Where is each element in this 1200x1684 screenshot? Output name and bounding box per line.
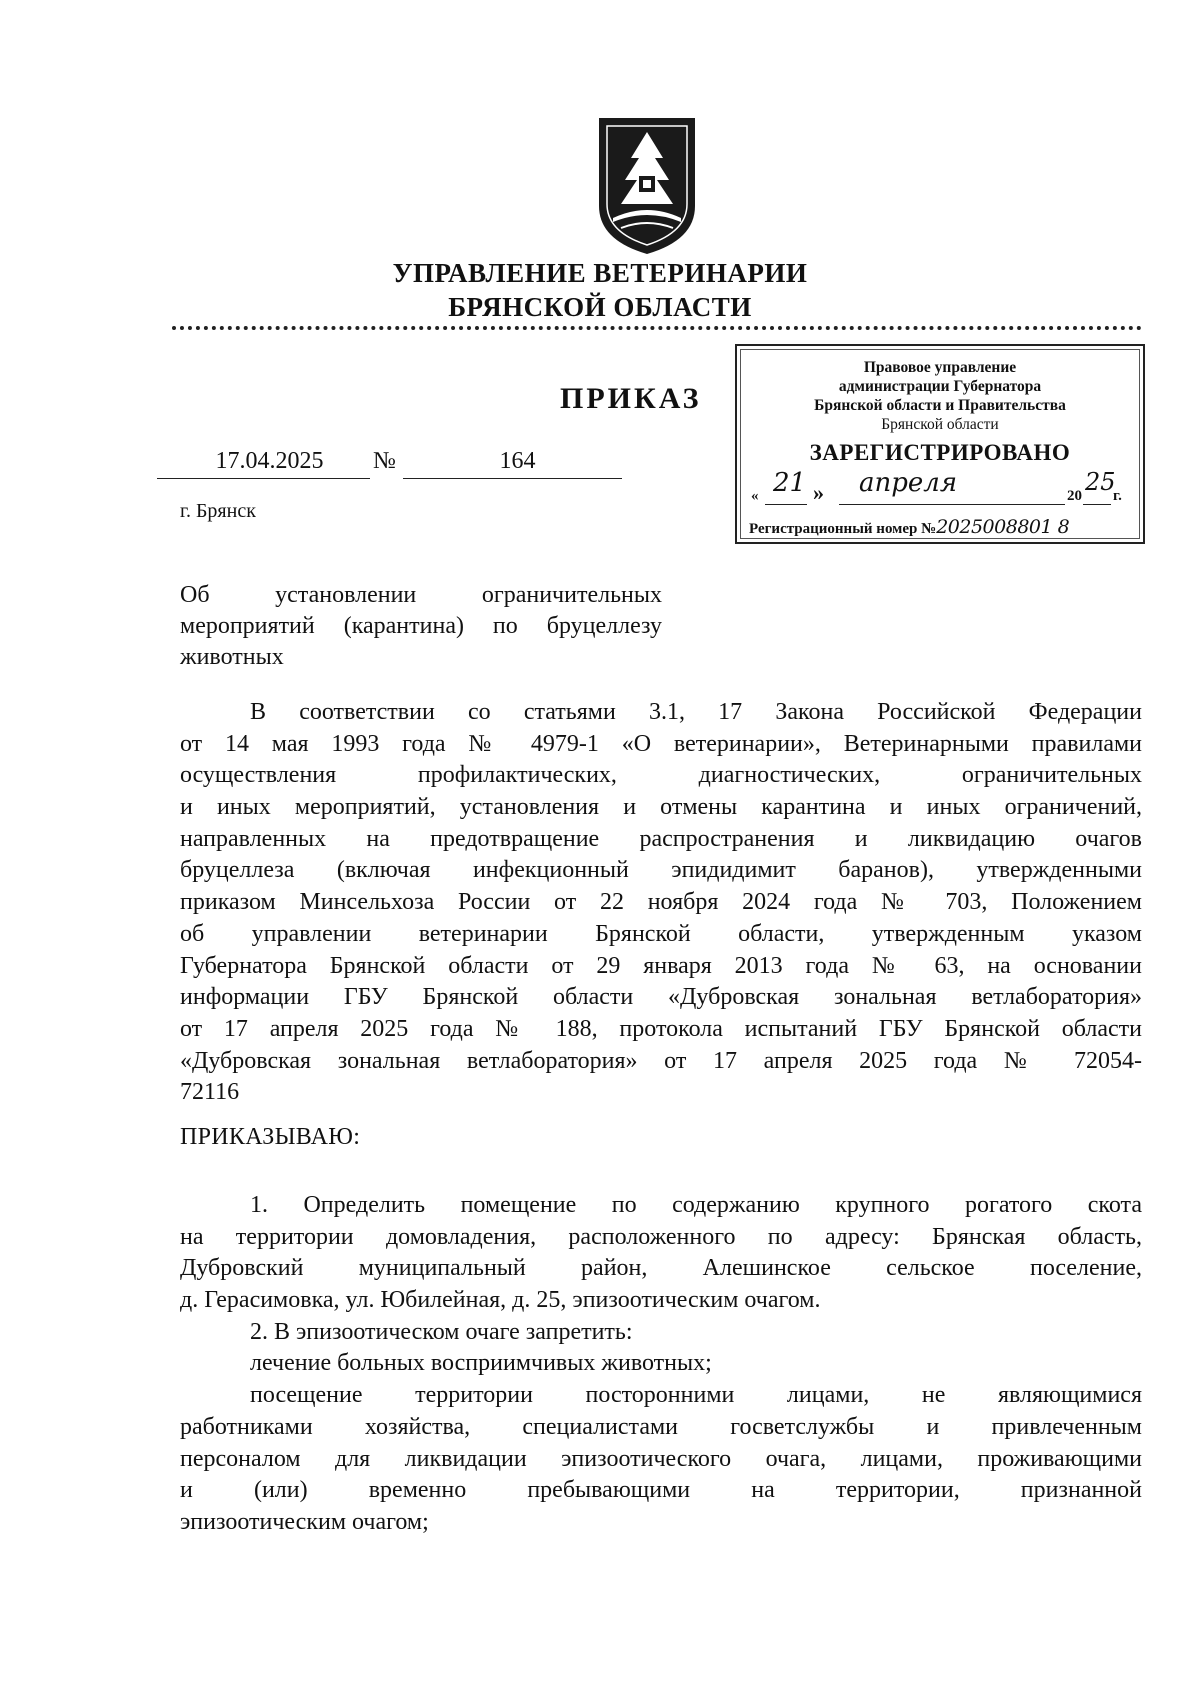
coat-of-arms-icon	[595, 114, 699, 256]
stamp-quote-close: »	[813, 480, 824, 505]
document-type-title: ПРИКАЗ	[560, 382, 702, 415]
decree-word: ПРИКАЗЫВАЮ:	[180, 1124, 361, 1150]
text-line: посещение территории посторонними лицами, не являющимися	[250, 1382, 1142, 1409]
stamp-year-prefix: 20	[1067, 488, 1082, 504]
stamp-month-handwritten: апреля	[859, 468, 958, 498]
subject-line: животных	[180, 644, 284, 670]
text-line: и иных мероприятий, установления и отмены карантина и иных ограничений,	[180, 794, 1142, 821]
text-line: 2. В эпизоотическом очаге запретить:	[250, 1318, 633, 1345]
header-divider	[172, 326, 1142, 330]
stamp-quote-open: «	[751, 488, 759, 504]
text-line: направленных на предотвращение распространения и ликвидацию очагов	[180, 825, 1142, 852]
text-line: В соответствии со статьями 3.1, 17 Закона Российской Федерации	[250, 699, 1142, 725]
text-line: 1. Определить помещение по содержанию крупного рогатого скота	[250, 1192, 1142, 1218]
text-line: от 14 мая 1993 года № 4979-1 «О ветеринарии», Ветеринарными правилами	[180, 730, 1142, 757]
issue-city: г. Брянск	[180, 500, 256, 522]
text-line: персоналом для ликвидации эпизоотического очага, лицами, проживающими	[180, 1445, 1142, 1472]
text-line: Дубровский муниципальный район, Алешинское сельское поселение,	[180, 1255, 1142, 1282]
stamp-year-handwritten: 25	[1085, 468, 1116, 496]
order-date: 17.04.2025	[215, 448, 324, 474]
registration-stamp	[735, 344, 1145, 544]
text-line: об управлении ветеринарии Брянской области, утвержденным указом	[180, 920, 1142, 947]
stamp-registration-number-row	[749, 516, 1129, 538]
text-line: от 17 апреля 2025 года № 188, протокола испытаний ГБУ Брянской области	[180, 1015, 1142, 1042]
text-line: бруцеллеза (включая инфекционный эпидидимит баранов), утвержденными	[180, 857, 1142, 884]
stamp-line: Брянской области	[881, 416, 999, 433]
order-subject	[180, 580, 662, 673]
date-underline	[157, 478, 370, 479]
organization-name-line1: УПРАВЛЕНИЕ ВЕТЕРИНАРИИ	[392, 258, 808, 288]
text-line: «Дубровская зональная ветлаборатория» от 17 апреля 2025 года № 72054-	[180, 1047, 1142, 1074]
order-number: 164	[499, 448, 536, 474]
subject-line: мероприятий (карантина) по бруцеллезу	[180, 613, 662, 639]
subject-line: Об установлении ограничительных	[180, 582, 662, 608]
text-line: эпизоотическим очагом;	[180, 1508, 429, 1535]
stamp-registered-label: ЗАРЕГИСТРИРОВАНО	[809, 440, 1071, 465]
stamp-line: Правовое управление	[863, 359, 1017, 376]
text-line: приказом Минсельхоза России от 22 ноября 2024 года № 703, Положением	[180, 889, 1142, 916]
organization-name-line2: БРЯНСКОЙ ОБЛАСТИ	[448, 292, 752, 322]
text-line: на территории домовладения, расположенного по адресу: Брянская область,	[180, 1223, 1142, 1250]
text-line: и (или) временно пребывающими на территории, признанной	[180, 1477, 1142, 1504]
stamp-registration-number-handwritten: 2025008801 8	[936, 516, 1070, 538]
stamp-line: администрации Губернатора	[838, 378, 1042, 395]
text-line: Губернатора Брянской области от 29 января 2013 года № 63, на основании	[180, 952, 1142, 979]
text-line: информации ГБУ Брянской области «Дубровская зональная ветлаборатория»	[180, 984, 1142, 1011]
stamp-day-handwritten: 21	[773, 468, 807, 498]
text-line: работниками хозяйства, специалистами госветслужбы и привлеченным	[180, 1413, 1142, 1440]
order-points	[180, 1190, 1142, 1539]
text-line: лечение больных восприимчивых животных;	[250, 1350, 712, 1377]
number-underline	[403, 478, 622, 479]
order-number-label: №	[373, 448, 396, 474]
text-line: 72116	[180, 1079, 240, 1106]
stamp-line: Брянской области и Правительства	[814, 397, 1066, 414]
stamp-date-row	[751, 468, 1131, 506]
preamble	[180, 697, 1142, 1109]
stamp-registration-label: Регистрационный номер №	[749, 521, 937, 537]
stamp-year-unit: г.	[1113, 488, 1122, 504]
text-line: д. Герасимовка, ул. Юбилейная, д. 25, эпизоотическим очагом.	[180, 1287, 821, 1314]
text-line: осуществления профилактических, диагностических, ограничительных	[180, 762, 1142, 789]
